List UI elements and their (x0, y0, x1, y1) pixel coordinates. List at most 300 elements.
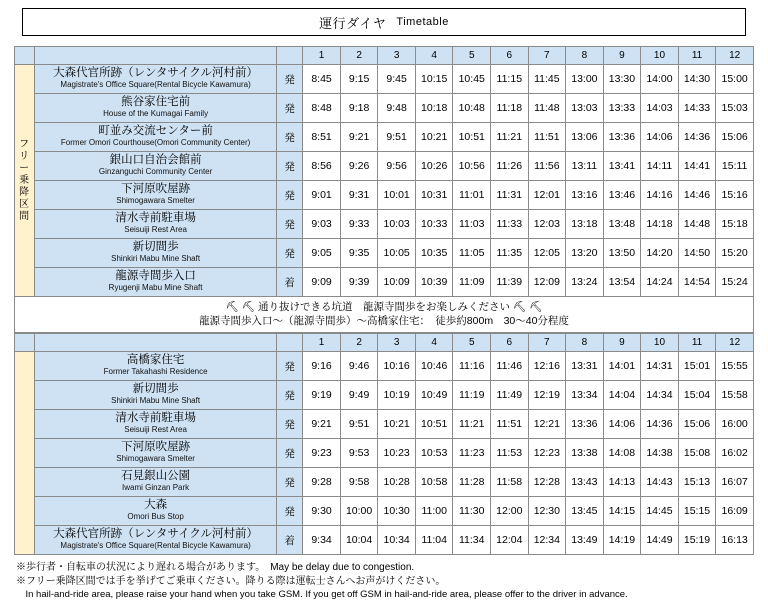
footnote-delay: ※歩行者・自転車の状況により遅れる場合があります。 May be delay due to congestion. (16, 562, 415, 573)
time-cell: 9:21 (340, 123, 378, 152)
time-cell: 11:01 (453, 181, 491, 210)
depart-arrive-mark: 発 (276, 381, 302, 410)
title-jp: 運行ダイヤ (319, 15, 387, 31)
column-header: 8 (566, 47, 604, 65)
time-cell: 13:33 (603, 94, 641, 123)
time-cell: 16:13 (716, 526, 754, 555)
time-cell: 11:33 (491, 210, 529, 239)
time-cell: 13:49 (566, 526, 604, 555)
time-cell: 9:39 (340, 268, 378, 297)
time-cell: 11:34 (453, 526, 491, 555)
time-cell: 9:56 (378, 152, 416, 181)
stop-name-cell (35, 181, 277, 210)
time-cell: 10:03 (378, 210, 416, 239)
time-cell: 14:30 (678, 65, 716, 94)
time-cell: 9:46 (340, 352, 378, 381)
time-cell: 9:45 (378, 65, 416, 94)
time-cell: 11:51 (491, 410, 529, 439)
time-cell: 11:28 (453, 468, 491, 497)
column-header: 6 (491, 334, 529, 352)
note-line-1: ⛏ ⛏ 通り抜けできる坑道 龍源寺間歩をお楽しみください ⛏ ⛏ (225, 301, 543, 313)
depart-arrive-mark: 発 (276, 439, 302, 468)
time-cell: 13:45 (566, 497, 604, 526)
timetable-tables (14, 46, 754, 555)
column-header: 11 (678, 47, 716, 65)
time-cell: 14:06 (641, 123, 679, 152)
stop-name-en: Ginzanguchi Community Center (98, 167, 213, 176)
table-row (15, 410, 754, 439)
time-cell: 11:49 (491, 381, 529, 410)
time-cell: 15:55 (716, 352, 754, 381)
time-cell: 10:04 (340, 526, 378, 555)
time-cell: 11:45 (528, 65, 566, 94)
time-cell: 10:21 (415, 123, 453, 152)
time-cell: 15:20 (716, 239, 754, 268)
time-cell: 16:07 (716, 468, 754, 497)
time-cell: 11:03 (453, 210, 491, 239)
time-cell: 12:16 (528, 352, 566, 381)
time-cell: 15:04 (678, 381, 716, 410)
time-cell: 8:45 (303, 65, 341, 94)
table-row (15, 268, 754, 297)
time-cell: 10:58 (415, 468, 453, 497)
time-cell: 15:24 (716, 268, 754, 297)
depart-arrive-mark: 発 (276, 123, 302, 152)
header-mark-spacer (276, 334, 302, 352)
time-cell: 12:04 (491, 526, 529, 555)
stop-name-cell (35, 439, 277, 468)
time-cell: 12:30 (528, 497, 566, 526)
time-cell: 13:46 (603, 181, 641, 210)
free-ride-zone-label: フ リ ー 乗 降 区 間 (15, 65, 35, 297)
stop-name-cell (35, 497, 277, 526)
stop-name-cell (35, 239, 277, 268)
column-header: 5 (453, 47, 491, 65)
time-cell: 10:39 (415, 268, 453, 297)
table-row (15, 381, 754, 410)
time-cell: 11:00 (415, 497, 453, 526)
time-cell: 13:03 (566, 94, 604, 123)
time-cell: 11:21 (491, 123, 529, 152)
time-cell: 14:33 (678, 94, 716, 123)
time-cell: 14:08 (603, 439, 641, 468)
time-cell: 10:00 (340, 497, 378, 526)
time-cell: 9:26 (340, 152, 378, 181)
column-header: 3 (378, 47, 416, 65)
time-cell: 9:16 (303, 352, 341, 381)
time-cell: 9:18 (340, 94, 378, 123)
time-cell: 11:26 (491, 152, 529, 181)
timetable-page (0, 8, 768, 600)
header-stop-spacer (35, 47, 277, 65)
time-cell: 10:51 (415, 410, 453, 439)
table-row (15, 239, 754, 268)
time-cell: 11:09 (453, 268, 491, 297)
stop-name-en: Shinkiri Mabu Mine Shaft (111, 396, 201, 405)
stop-name-en: Seisuiji Rest Area (124, 225, 187, 234)
stop-name-jp: 大森代官所跡（レンタサイクル河村前） (53, 67, 259, 79)
time-cell: 11:39 (491, 268, 529, 297)
column-header: 11 (678, 334, 716, 352)
time-cell: 12:01 (528, 181, 566, 210)
table-header-row (15, 47, 754, 65)
depart-arrive-mark: 発 (276, 210, 302, 239)
time-cell: 12:09 (528, 268, 566, 297)
time-cell: 12:21 (528, 410, 566, 439)
time-cell: 10:26 (415, 152, 453, 181)
table-row (15, 65, 754, 94)
time-cell: 15:13 (678, 468, 716, 497)
stop-name-jp: 新切間歩 (132, 241, 179, 253)
time-cell: 14:34 (641, 381, 679, 410)
stop-name-jp: 大森 (144, 499, 168, 511)
stop-name-jp: 清水寺前駐車場 (115, 412, 196, 424)
time-cell: 12:34 (528, 526, 566, 555)
time-cell: 12:00 (491, 497, 529, 526)
time-cell: 14:16 (641, 181, 679, 210)
time-cell: 9:09 (303, 268, 341, 297)
time-cell: 15:58 (716, 381, 754, 410)
column-header: 2 (340, 47, 378, 65)
time-cell: 14:38 (641, 439, 679, 468)
time-cell: 10:15 (415, 65, 453, 94)
stop-name-cell (35, 123, 277, 152)
time-cell: 10:49 (415, 381, 453, 410)
time-cell: 13:50 (603, 239, 641, 268)
table-row (15, 468, 754, 497)
column-header: 6 (491, 47, 529, 65)
stop-name-cell (35, 210, 277, 239)
stop-name-en: Former Takahashi Residence (103, 367, 208, 376)
stop-name-jp: 熊谷家住宅前 (121, 96, 191, 108)
time-cell: 14:48 (678, 210, 716, 239)
time-cell: 9:51 (378, 123, 416, 152)
time-cell: 9:19 (303, 381, 341, 410)
time-cell: 14:00 (641, 65, 679, 94)
stop-name-cell (35, 526, 277, 555)
stop-name-en: House of the Kumagai Family (103, 109, 209, 118)
depart-arrive-mark: 発 (276, 468, 302, 497)
time-cell: 9:31 (340, 181, 378, 210)
time-cell: 9:34 (303, 526, 341, 555)
column-header: 2 (340, 334, 378, 352)
time-cell: 14:04 (603, 381, 641, 410)
time-cell: 9:49 (340, 381, 378, 410)
stop-name-jp: 龍源寺間歩入口 (115, 270, 196, 282)
time-cell: 11:19 (453, 381, 491, 410)
timetable-outbound (14, 46, 754, 297)
header-mark-spacer (276, 47, 302, 65)
time-cell: 9:03 (303, 210, 341, 239)
stop-name-cell (35, 381, 277, 410)
mine-shaft-note (14, 297, 754, 333)
time-cell: 13:20 (566, 239, 604, 268)
stop-name-jp: 大森代官所跡（レンタサイクル河村前） (53, 528, 259, 540)
time-cell: 9:48 (378, 94, 416, 123)
stop-name-jp: 新切間歩 (132, 383, 179, 395)
time-cell: 10:21 (378, 410, 416, 439)
column-header: 10 (641, 334, 679, 352)
time-cell: 16:09 (716, 497, 754, 526)
time-cell: 13:24 (566, 268, 604, 297)
time-cell: 14:15 (603, 497, 641, 526)
time-cell: 10:19 (378, 381, 416, 410)
stop-name-cell (35, 268, 277, 297)
time-cell: 10:05 (378, 239, 416, 268)
time-cell: 14:13 (603, 468, 641, 497)
time-cell: 11:31 (491, 181, 529, 210)
time-cell: 10:23 (378, 439, 416, 468)
table-row (15, 439, 754, 468)
column-header: 7 (528, 334, 566, 352)
time-cell: 12:19 (528, 381, 566, 410)
time-cell: 15:19 (678, 526, 716, 555)
time-cell: 9:05 (303, 239, 341, 268)
time-cell: 13:30 (603, 65, 641, 94)
time-cell: 14:36 (641, 410, 679, 439)
time-cell: 13:31 (566, 352, 604, 381)
table-row (15, 210, 754, 239)
time-cell: 9:28 (303, 468, 341, 497)
time-cell: 13:36 (603, 123, 641, 152)
stop-name-cell (35, 468, 277, 497)
time-cell: 12:03 (528, 210, 566, 239)
time-cell: 14:11 (641, 152, 679, 181)
stop-name-jp: 町並み交流センター前 (98, 125, 213, 137)
time-cell: 9:58 (340, 468, 378, 497)
time-cell: 15:08 (678, 439, 716, 468)
stop-name-en: Iwami Ginzan Park (122, 483, 190, 492)
time-cell: 11:23 (453, 439, 491, 468)
stop-name-jp: 高橋家住宅 (126, 354, 185, 366)
time-cell: 11:58 (491, 468, 529, 497)
time-cell: 14:01 (603, 352, 641, 381)
time-cell: 12:23 (528, 439, 566, 468)
stop-name-jp: 下河原吹屋跡 (121, 441, 191, 453)
column-header: 9 (603, 334, 641, 352)
time-cell: 14:31 (641, 352, 679, 381)
time-cell: 13:11 (566, 152, 604, 181)
header-side-spacer (15, 47, 35, 65)
column-header: 1 (303, 334, 341, 352)
time-cell: 14:54 (678, 268, 716, 297)
stop-name-en: Magistrate's Office Square(Rental Bicycle Kawamura) (60, 541, 251, 550)
timetable-return (14, 333, 754, 555)
depart-arrive-mark: 着 (276, 268, 302, 297)
time-cell: 9:51 (340, 410, 378, 439)
stop-name-jp: 下河原吹屋跡 (121, 183, 191, 195)
stop-name-cell (35, 410, 277, 439)
time-cell: 13:38 (566, 439, 604, 468)
time-cell: 14:18 (641, 210, 679, 239)
time-cell: 13:00 (566, 65, 604, 94)
column-header: 12 (716, 334, 754, 352)
time-cell: 14:46 (678, 181, 716, 210)
footnote-hail-en: In hail-and-ride area, please raise your hand when you take GSM. If you get off GSM in hail-and-ride area, please offer to the driver in advance. (16, 589, 628, 600)
time-cell: 8:51 (303, 123, 341, 152)
time-cell: 11:46 (491, 352, 529, 381)
time-cell: 10:51 (453, 123, 491, 152)
time-cell: 10:53 (415, 439, 453, 468)
stop-name-en: Shimogawara Smelter (116, 454, 195, 463)
time-cell: 11:21 (453, 410, 491, 439)
time-cell: 15:00 (716, 65, 754, 94)
time-cell: 11:51 (528, 123, 566, 152)
time-cell: 10:09 (378, 268, 416, 297)
time-cell: 12:28 (528, 468, 566, 497)
table-header-row (15, 334, 754, 352)
table-row (15, 152, 754, 181)
time-cell: 13:06 (566, 123, 604, 152)
table-row (15, 497, 754, 526)
time-cell: 10:35 (415, 239, 453, 268)
time-cell: 14:43 (641, 468, 679, 497)
page-title (22, 8, 746, 36)
column-header: 8 (566, 334, 604, 352)
header-side-spacer (15, 334, 35, 352)
table-row (15, 123, 754, 152)
header-stop-spacer (35, 334, 277, 352)
time-cell: 11:05 (453, 239, 491, 268)
footnotes (16, 561, 752, 602)
time-cell: 10:34 (378, 526, 416, 555)
column-header: 5 (453, 334, 491, 352)
time-cell: 15:15 (678, 497, 716, 526)
stop-name-en: Shimogawara Smelter (116, 196, 195, 205)
time-cell: 10:31 (415, 181, 453, 210)
time-cell: 13:36 (566, 410, 604, 439)
time-cell: 14:03 (641, 94, 679, 123)
column-header: 4 (415, 334, 453, 352)
stop-name-jp: 清水寺前駐車場 (115, 212, 196, 224)
stop-name-jp: 石見銀山公園 (121, 470, 191, 482)
time-cell: 9:30 (303, 497, 341, 526)
time-cell: 11:35 (491, 239, 529, 268)
stop-name-jp: 銀山口自治会館前 (109, 154, 202, 166)
time-cell: 9:21 (303, 410, 341, 439)
time-cell: 9:23 (303, 439, 341, 468)
time-cell: 11:15 (491, 65, 529, 94)
stop-name-cell (35, 152, 277, 181)
time-cell: 14:50 (678, 239, 716, 268)
depart-arrive-mark: 発 (276, 352, 302, 381)
time-cell: 14:06 (603, 410, 641, 439)
time-cell: 10:28 (378, 468, 416, 497)
column-header: 1 (303, 47, 341, 65)
column-header: 9 (603, 47, 641, 65)
depart-arrive-mark: 発 (276, 65, 302, 94)
column-header: 12 (716, 47, 754, 65)
time-cell: 11:18 (491, 94, 529, 123)
time-cell: 15:18 (716, 210, 754, 239)
stop-name-en: Ryugenji Mabu Mine Shaft (108, 283, 203, 292)
time-cell: 10:01 (378, 181, 416, 210)
stop-name-en: Seisuiji Rest Area (124, 425, 187, 434)
time-cell: 14:19 (603, 526, 641, 555)
time-cell: 14:41 (678, 152, 716, 181)
time-cell: 11:53 (491, 439, 529, 468)
depart-arrive-mark: 発 (276, 181, 302, 210)
time-cell: 14:24 (641, 268, 679, 297)
column-header: 10 (641, 47, 679, 65)
time-cell: 15:16 (716, 181, 754, 210)
time-cell: 8:48 (303, 94, 341, 123)
stop-name-cell (35, 65, 277, 94)
time-cell: 14:49 (641, 526, 679, 555)
time-cell: 13:41 (603, 152, 641, 181)
time-cell: 9:35 (340, 239, 378, 268)
table-row (15, 526, 754, 555)
column-header: 7 (528, 47, 566, 65)
time-cell: 13:54 (603, 268, 641, 297)
time-cell: 13:43 (566, 468, 604, 497)
time-cell: 16:00 (716, 410, 754, 439)
table-row (15, 181, 754, 210)
time-cell: 12:05 (528, 239, 566, 268)
title-en: Timetable (396, 16, 449, 28)
time-cell: 11:48 (528, 94, 566, 123)
time-cell: 8:56 (303, 152, 341, 181)
time-cell: 15:03 (716, 94, 754, 123)
time-cell: 15:11 (716, 152, 754, 181)
column-header: 4 (415, 47, 453, 65)
time-cell: 14:36 (678, 123, 716, 152)
free-ride-zone-label-2 (15, 352, 35, 555)
time-cell: 11:56 (528, 152, 566, 181)
time-cell: 11:04 (415, 526, 453, 555)
time-cell: 9:15 (340, 65, 378, 94)
time-cell: 9:33 (340, 210, 378, 239)
time-cell: 16:02 (716, 439, 754, 468)
depart-arrive-mark: 発 (276, 152, 302, 181)
column-header: 3 (378, 334, 416, 352)
depart-arrive-mark: 発 (276, 410, 302, 439)
time-cell: 11:16 (453, 352, 491, 381)
time-cell: 15:01 (678, 352, 716, 381)
time-cell: 11:30 (453, 497, 491, 526)
time-cell: 15:06 (716, 123, 754, 152)
note-line-2: 龍源寺間歩入口～（龍源寺間歩）～高橋家住宅： 徒歩約800m 30～40分程度 (199, 315, 569, 327)
time-cell: 10:16 (378, 352, 416, 381)
time-cell: 13:18 (566, 210, 604, 239)
time-cell: 10:46 (415, 352, 453, 381)
time-cell: 13:48 (603, 210, 641, 239)
time-cell: 9:01 (303, 181, 341, 210)
stop-name-en: Omori Bus Stop (127, 512, 184, 521)
depart-arrive-mark: 着 (276, 526, 302, 555)
time-cell: 10:48 (453, 94, 491, 123)
time-cell: 14:20 (641, 239, 679, 268)
time-cell: 13:16 (566, 181, 604, 210)
stop-name-cell (35, 94, 277, 123)
time-cell: 10:18 (415, 94, 453, 123)
stop-name-en: Former Omori Courthouse(Omori Community Center) (60, 138, 251, 147)
table-row (15, 94, 754, 123)
time-cell: 10:56 (453, 152, 491, 181)
time-cell: 10:33 (415, 210, 453, 239)
time-cell: 14:45 (641, 497, 679, 526)
depart-arrive-mark: 発 (276, 239, 302, 268)
stop-name-en: Shinkiri Mabu Mine Shaft (111, 254, 201, 263)
stop-name-en: Magistrate's Office Square(Rental Bicycle Kawamura) (60, 80, 251, 89)
time-cell: 15:06 (678, 410, 716, 439)
time-cell: 13:34 (566, 381, 604, 410)
time-cell: 10:30 (378, 497, 416, 526)
depart-arrive-mark: 発 (276, 497, 302, 526)
table-row (15, 352, 754, 381)
footnote-hail-jp: ※フリー乗降区間では手を挙げてご乗車ください。降りる際は運転士さんへお声がけください。 (16, 575, 446, 587)
time-cell: 9:53 (340, 439, 378, 468)
